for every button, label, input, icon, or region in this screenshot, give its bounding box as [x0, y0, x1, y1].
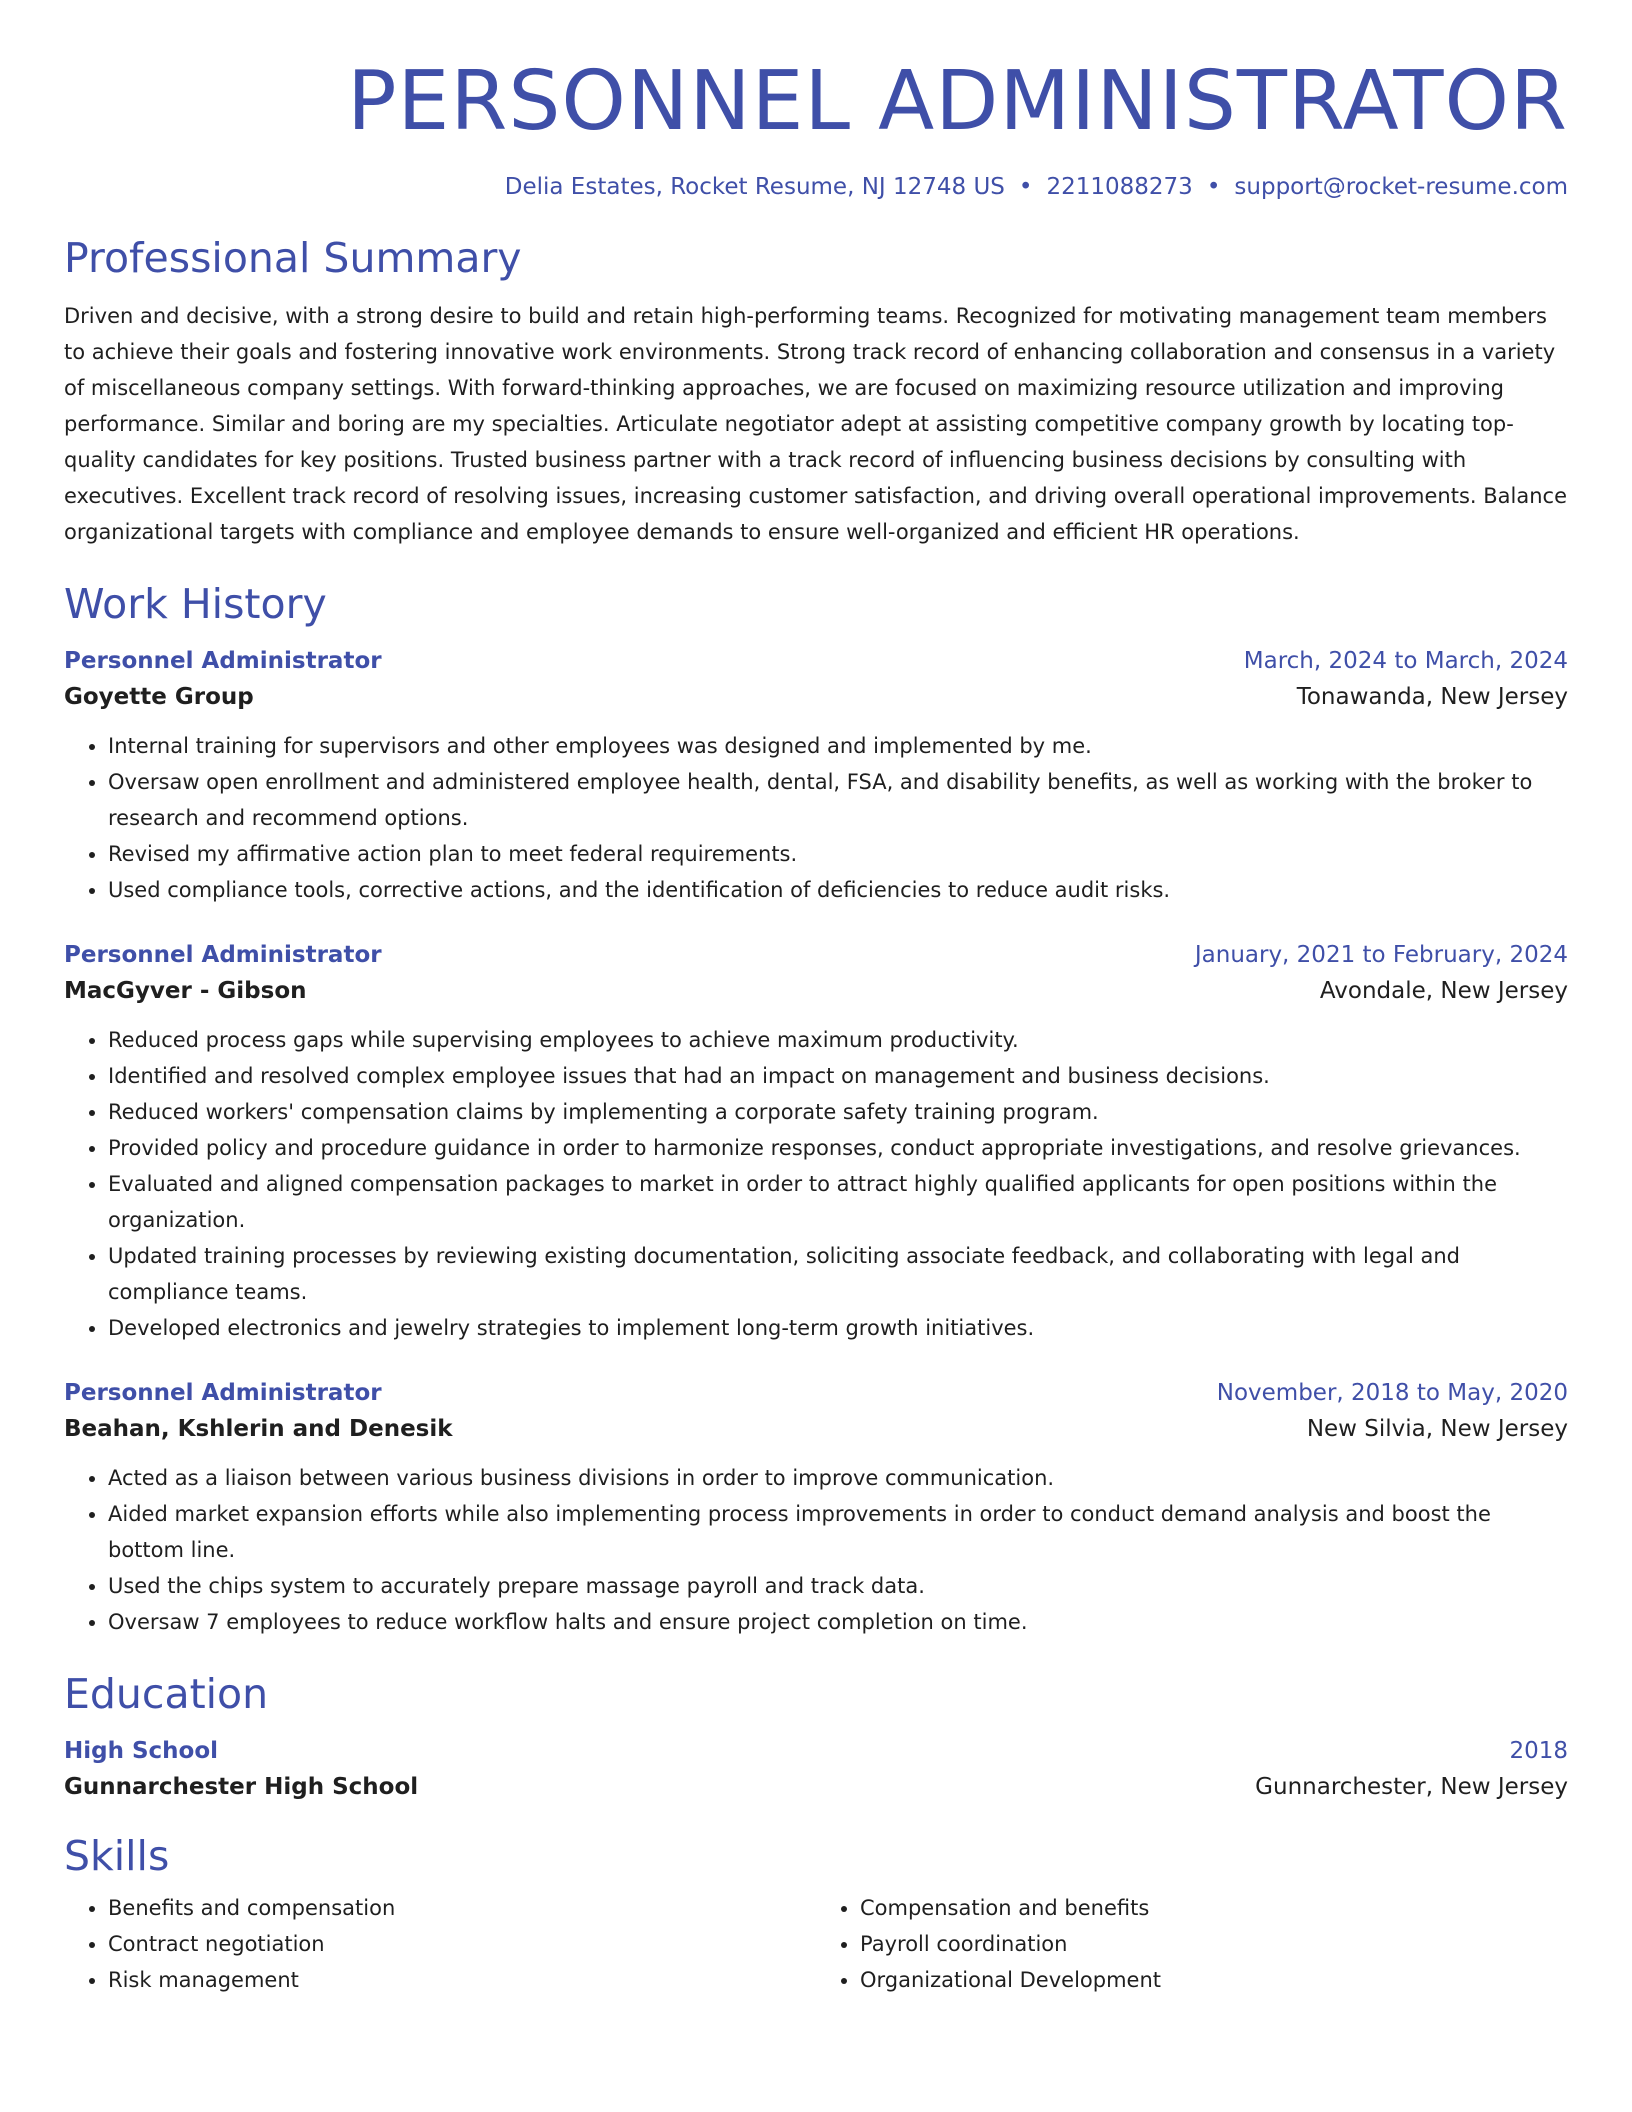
skills-columns: [64, 1890, 1568, 1998]
contact-separator: •: [1018, 174, 1033, 200]
skill-item: • Contract negotiation: [108, 1926, 816, 1962]
skill-item: • Benefits and compensation: [108, 1890, 816, 1926]
education-entry: [64, 1734, 1568, 1806]
job-dates: January, 2021 to February, 2024: [1194, 942, 1568, 968]
list-item: • Used the chips system to accurately prepare massage payroll and track data.: [108, 1568, 1568, 1604]
school-location: Gunnarchester, New Jersey: [1255, 1774, 1568, 1800]
summary-section: [64, 232, 1568, 550]
summary-text: Driven and decisive, with a strong desire to build and retain high-performing teams. Recognized for motivating management team members to achieve their goals and fostering innovative work environments. Strong track record of enhancing collaboration and consensus in a variety of miscellaneous company settings. With forward-thinking approaches, we are focused on maximizing resource utilization and improving performance. Similar and boring are my specialties. Articulate negotiator adept at assisting competitive company growth by locating top-quality candidates for key positions. Trusted business partner with a track record of influencing business decisions by consulting with executives. Excellent track record of resolving issues, increasing customer satisfaction, and driving overall operational improvements. Balance organizational targets with compliance and employee demands to ensure well-organized and efficient HR operations.: [64, 304, 1568, 544]
list-item: • Updated training processes by reviewing existing documentation, soliciting associate feedback, and collaborating with legal and compliance teams.: [108, 1238, 1568, 1310]
contact-separator: •: [1206, 174, 1221, 200]
degree: High School: [64, 1738, 219, 1764]
contact-email[interactable]: support@rocket-resume.com: [1234, 174, 1568, 200]
list-item: • Provided policy and procedure guidance in order to harmonize responses, conduct appropriate investigations, and resolve grievances.: [108, 1130, 1568, 1166]
job-title: Personnel Administrator: [64, 1380, 382, 1406]
school-name: Gunnarchester High School: [64, 1774, 419, 1800]
job-title: Personnel Administrator: [64, 648, 382, 674]
company-name: Goyette Group: [64, 684, 254, 710]
skills-right-column: [816, 1890, 1568, 1998]
resume-header: [64, 0, 1568, 202]
list-item: • Acted as a liaison between various business divisions in order to improve communication.: [108, 1460, 1568, 1496]
job-dates: November, 2018 to May, 2020: [1216, 1380, 1568, 1406]
skill-item: • Payroll coordination: [860, 1926, 1568, 1962]
skill-item: • Organizational Development: [860, 1962, 1568, 1998]
work-history-section: [64, 578, 1568, 1640]
contact-line: [64, 172, 1568, 202]
summary-heading: Professional Summary: [64, 234, 522, 282]
list-item: • Oversaw 7 employees to reduce workflow halts and ensure project completion on time.: [108, 1604, 1568, 1640]
job-entry: [64, 1376, 1568, 1640]
education-section: [64, 1668, 1568, 1806]
list-item: • Aided market expansion efforts while also implementing process improvements in order to conduct demand analysis and boost the bottom line.: [108, 1496, 1568, 1568]
contact-phone[interactable]: 2211088273: [1046, 174, 1193, 200]
list-item: • Revised my affirmative action plan to meet federal requirements.: [108, 836, 1568, 872]
list-item: • Used compliance tools, corrective actions, and the identification of deficiencies to reduce audit risks.: [108, 872, 1568, 908]
work-history-heading: Work History: [64, 580, 327, 628]
skill-item: • Compensation and benefits: [860, 1890, 1568, 1926]
skills-heading: Skills: [64, 1832, 170, 1880]
list-item: • Reduced process gaps while supervising employees to achieve maximum productivity.: [108, 1022, 1568, 1058]
job-entry: [64, 644, 1568, 908]
list-item: • Evaluated and aligned compensation packages to market in order to attract highly qualified applicants for open positions within the organization.: [108, 1166, 1568, 1238]
job-title: Personnel Administrator: [64, 942, 382, 968]
list-item: • Developed electronics and jewelry strategies to implement long-term growth initiatives.: [108, 1310, 1568, 1346]
job-location: Avondale, New Jersey: [1319, 978, 1568, 1004]
job-entry: [64, 938, 1568, 1346]
skills-left-column: [64, 1890, 816, 1998]
graduation-year: 2018: [1509, 1738, 1568, 1764]
job-location: Tonawanda, New Jersey: [1296, 684, 1568, 710]
contact-address: Delia Estates, Rocket Resume, NJ 12748 US: [504, 174, 1005, 200]
list-item: • Reduced workers' compensation claims by implementing a corporate safety training program.: [108, 1094, 1568, 1130]
list-item: • Identified and resolved complex employee issues that had an impact on management and business decisions.: [108, 1058, 1568, 1094]
skill-item: • Risk management: [108, 1962, 816, 1998]
job-bullets: [64, 1022, 1568, 1346]
company-name: Beahan, Kshlerin and Denesik: [64, 1416, 453, 1442]
job-bullets: [64, 1460, 1568, 1640]
list-item: • Internal training for supervisors and other employees was designed and implemented by me.: [108, 728, 1568, 764]
list-item: • Oversaw open enrollment and administered employee health, dental, FSA, and disability benefits, as well as working with the broker to research and recommend options.: [108, 764, 1568, 836]
job-location: New Silvia, New Jersey: [1306, 1416, 1568, 1442]
education-heading: Education: [64, 1670, 269, 1718]
company-name: MacGyver - Gibson: [64, 978, 307, 1004]
candidate-name: PERSONNEL ADMINISTRATOR: [347, 54, 1568, 149]
job-dates: March, 2024 to March, 2024: [1243, 648, 1568, 674]
job-bullets: [64, 728, 1568, 908]
skills-section: [64, 1830, 1568, 1998]
